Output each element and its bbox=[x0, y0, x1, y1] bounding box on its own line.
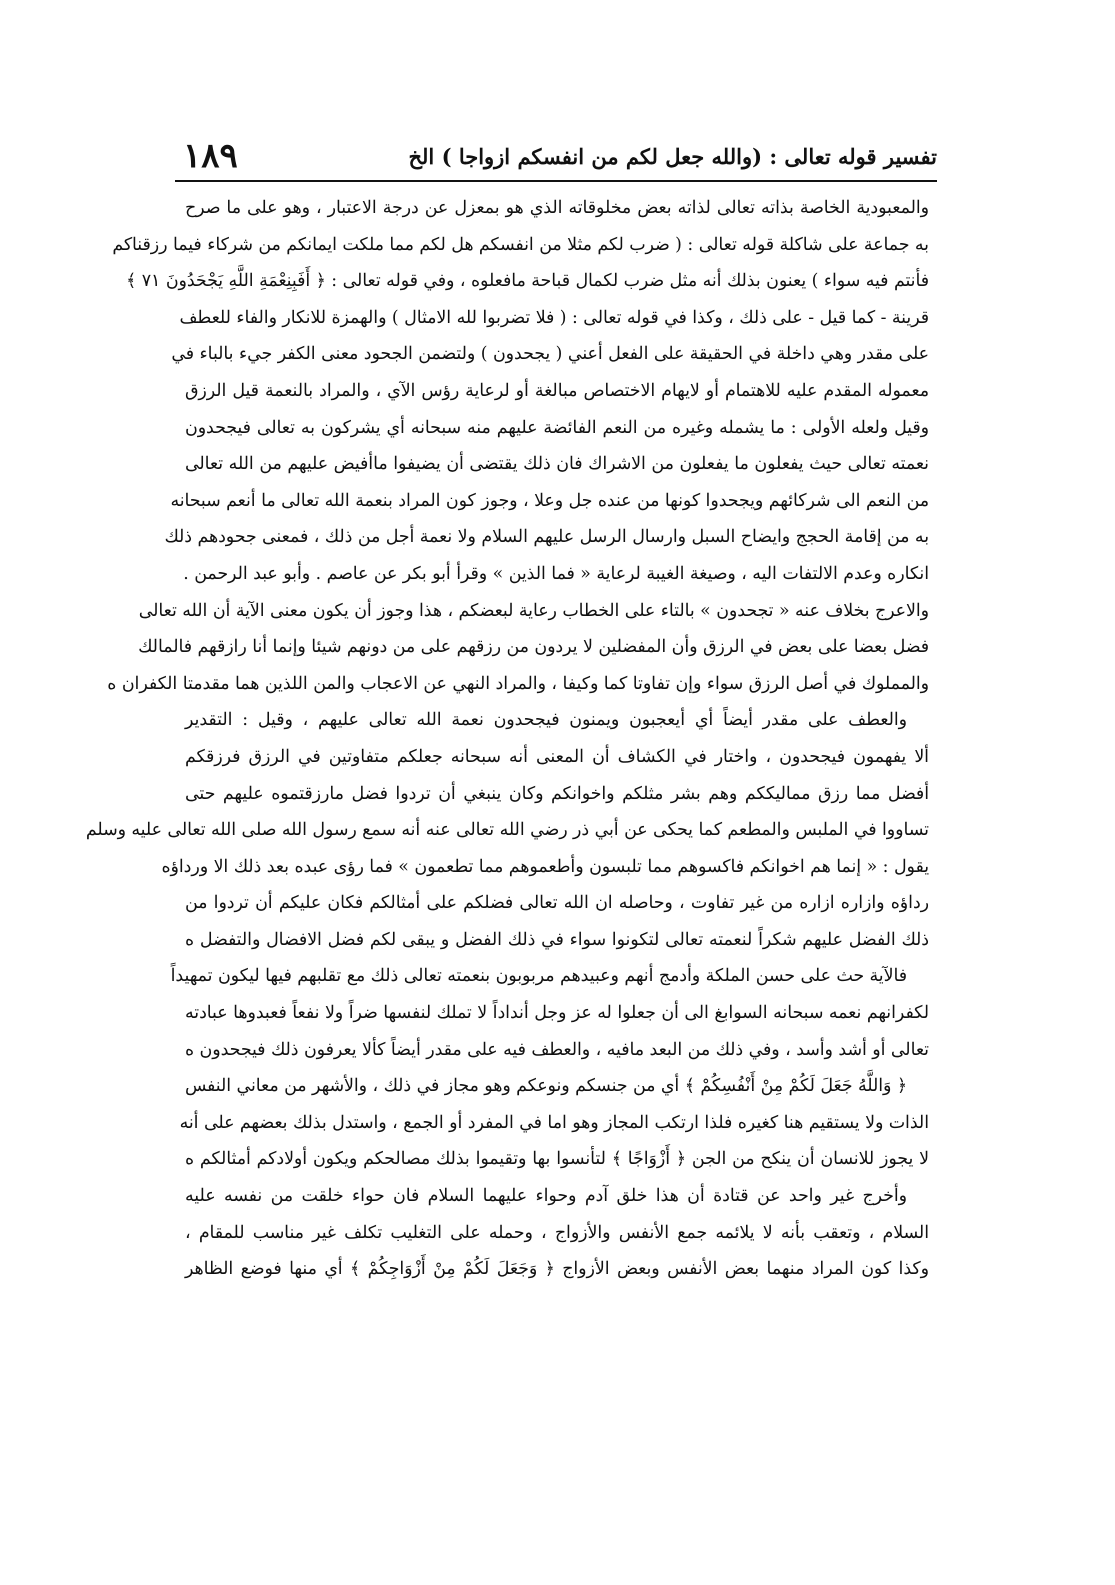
text-line: لا يجوز للانسان أن ينكح من الجن ﴿ أَزْوَاجًا ﴾ لتأنسوا بها وتقيموا بذلك مصالحكم ويكون أولادكم أمثالكم ه bbox=[185, 1149, 929, 1170]
text-line: السلام ، وتعقب بأنه لا يلائمه جمع الأنفس والأزواج ، وحمله على التغليب تكلف غير مناسب للمقام ، bbox=[185, 1222, 929, 1243]
text-line: الذات ولا يستقيم هنا كغيره فلذا ارتكب المجاز وهو اما في المفرد أو الجمع ، واستدل بذلك بعضهم على أنه bbox=[179, 1112, 929, 1133]
text-line: فضل بعضا على بعض في الرزق وأن المفضلين لا يردون من رزقهم على من دونهم شيئا وإنما أنا رازقهم فالمالك bbox=[138, 637, 929, 658]
page-header bbox=[175, 136, 937, 182]
text-line: على مقدر وهي داخلة في الحقيقة على الفعل أعني ( يجحدون ) ولتضمن الجحود معنى الكفر جيء بالباء في bbox=[171, 344, 929, 365]
running-title: تفسير قوله تعالى : (والله جعل لكم من انفسكم ازواجا ) الخ bbox=[408, 144, 937, 169]
text-line: والاعرج بخلاف عنه « تجحدون » بالتاء على الخطاب رعاية لبعضكم ، هذا وجوز أن يكون معنى الآية أن الله تعالى bbox=[138, 600, 929, 621]
text-line: قرينة - كما قيل - على ذلك ، وكذا في قوله تعالى : ( فلا تضربوا لله الامثال ) والهمزة للانكار والفاء للعطف bbox=[179, 307, 929, 328]
text-line: معموله المقدم عليه للاهتمام أو لايهام الاختصاص مبالغة أو لرعاية رؤس الآي ، والمراد بالنعمة قيل الرزق bbox=[185, 380, 929, 401]
text-line: لكفرانهم نعمه سبحانه السوابغ الى أن جعلوا له عز وجل أنداداً لا تملك لنفسها ضراً ولا نفعاً فعبدوها عبادته bbox=[185, 1003, 929, 1024]
text-line: والعطف على مقدر أيضاً أي أيعجبون ويمنون فيجحدون نعمة الله تعالى عليهم ، وقيل : التقدير bbox=[185, 710, 907, 731]
text-line: وكذا كون المراد منهما بعض الأنفس وبعض الأزواج ﴿ وَجَعَلَ لَكُمْ مِنْ أَزْوَاجِكُمْ ﴾ أي منها فوضع الظاهر bbox=[185, 1259, 929, 1280]
commentary-text bbox=[85, 190, 929, 1288]
page-number: ١٨٩ bbox=[183, 136, 238, 176]
text-line: فأنتم فيه سواء ) يعنون بذلك أنه مثل ضرب لكمال قباحة مافعلوه ، وفي قوله تعالى : ﴿ أَفَبِنِعْمَةِ اللَّهِ يَجْحَدُونَ ٧١ ﴾ bbox=[126, 271, 929, 292]
text-line: ألا يفهمون فيجحدون ، واختار في الكشاف أن المعنى أنه سبحانه جعلكم متفاوتين في الرزق فرزقكم bbox=[185, 746, 929, 767]
text-line: به جماعة على شاكلة قوله تعالى : ( ضرب لكم مثلا من انفسكم هل لكم مما ملكت ايمانكم من شركاء فيما رزقناكم bbox=[112, 234, 929, 255]
text-line: وأخرج غير واحد عن قتادة أن هذا خلق آدم وحواء عليهما السلام فان حواء خلقت من نفسه عليه bbox=[185, 1186, 907, 1207]
text-line: تعالى أو أشد وأسد ، وفي ذلك من البعد مافيه ، والعطف فيه على مقدر أيضاً كألا يعرفون ذلك فيجحدون ه bbox=[185, 1039, 929, 1060]
text-line: به من إقامة الحجج وايضاح السبل وارسال الرسل عليهم السلام ولا نعمة أجل من ذلك ، فمعنى جحودهم ذلك bbox=[164, 527, 929, 548]
text-line: ذلك الفضل عليهم شكراً لنعمته تعالى لتكونوا سواء في ذلك الفضل و يبقى لكم فضل الافضال والتفضل ه bbox=[185, 929, 929, 950]
text-line: انكاره وعدم الالتفات اليه ، وصيغة الغيبة لرعاية « فما الذين » وقرأ أبو بكر عن عاصم . وأبو عبد الرحمن . bbox=[183, 563, 929, 584]
text-line: والمعبودية الخاصة بذاته تعالى لذاته بعض مخلوقاته الذي هو بمعزل عن درجة الاعتبار ، وهو على ما صرح bbox=[185, 198, 929, 218]
text-line: أفضل مما رزق مماليككم وهم بشر مثلكم واخوانكم وكان ينبغي أن تردوا فضل مارزقتموه عليهم حتى bbox=[185, 783, 929, 804]
header-divider bbox=[175, 180, 937, 182]
text-line: تساووا في الملبس والمطعم كما يحكى عن أبي ذر رضي الله تعالى عنه أنه سمع رسول الله صلى الله تعالى عليه وسلم bbox=[85, 820, 929, 841]
text-line: يقول : « إنما هم اخوانكم فاكسوهم مما تلبسون وأطعموهم مما تطعمون » فما رؤى عبده بعد ذلك الا ورداؤه bbox=[161, 856, 929, 877]
text-line: فالآية حث على حسن الملكة وأدمج أنهم وعبيدهم مربوبون بنعمته تعالى ذلك مع تقلبهم فيها ليكون تمهيداً bbox=[170, 966, 907, 987]
text-line: من النعم الى شركائهم ويجحدوا كونها من عنده جل وعلا ، وجوز كون المراد بنعمة الله تعالى ما أنعم سبحانه bbox=[170, 490, 929, 511]
text-line: وقيل ولعله الأولى : ما يشمله وغيره من النعم الفائضة عليهم منه سبحانه أي يشركون به تعالى فيجحدون bbox=[185, 417, 929, 438]
text-line: ﴿ وَاللَّهُ جَعَلَ لَكُمْ مِنْ أَنْفُسِكُمْ ﴾ أي من جنسكم ونوعكم وهو مجاز في ذلك ، والأشهر من معاني النفس bbox=[185, 1076, 907, 1097]
text-line: والمملوك في أصل الرزق سواء وإن تفاوتا كما وكيفا ، والمراد النهي عن الاعجاب والمن اللذين هما مقدمتا الكفران ه bbox=[107, 673, 929, 694]
text-line: رداؤه وازاره ازاره من غير تفاوت ، وحاصله ان الله تعالى فضلكم على أمثالكم فكان عليكم أن تردوا من bbox=[185, 893, 929, 914]
text-line: نعمته تعالى حيث يفعلون ما يفعلون من الاشراك فان ذلك يقتضى أن يضيفوا ماأفيض عليهم من الله تعالى bbox=[185, 454, 929, 475]
